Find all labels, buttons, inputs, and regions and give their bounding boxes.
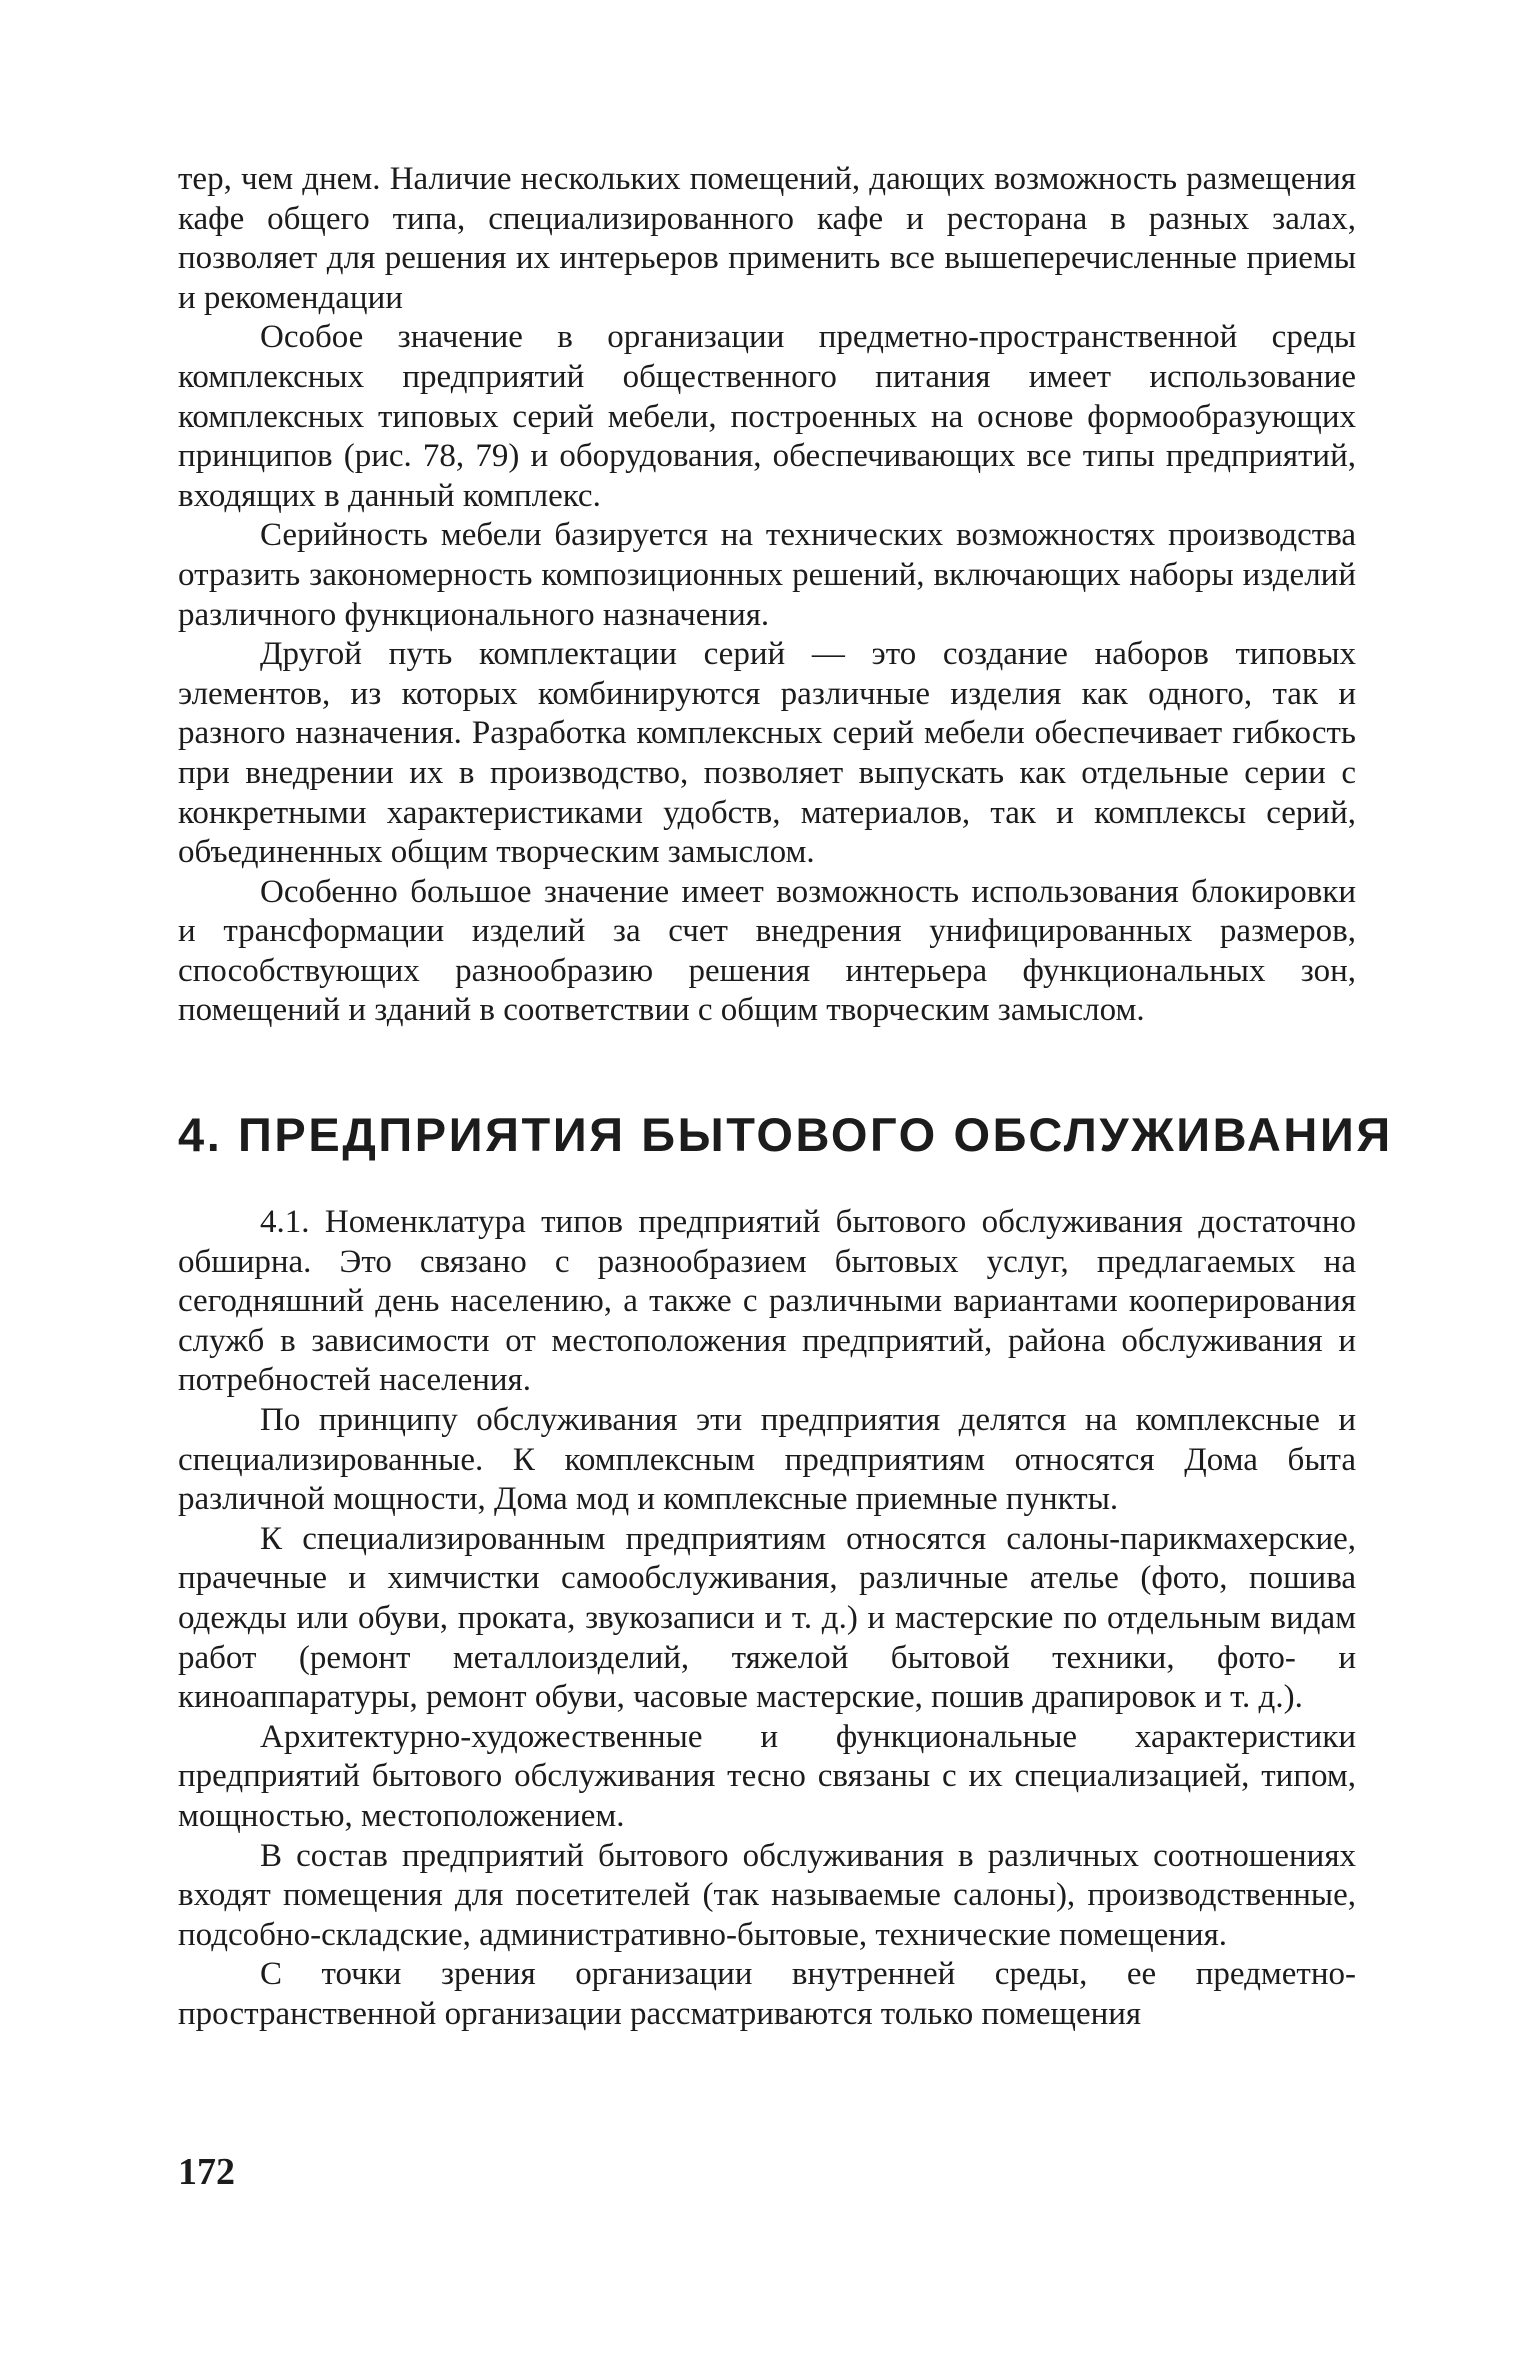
section-heading: 4. ПРЕДПРИЯТИЯ БЫТОВОГО ОБСЛУЖИВАНИЯ [178, 1108, 1393, 1162]
text-block-after-heading [178, 1203, 1356, 2034]
page-body [178, 160, 1393, 2035]
paragraph: Другой путь комплектации серий — это создание наборов типовых элементов, из которых комбинируются различные изделия как одного, так и разного назначения. Разработка комплексных серий мебели обеспечивает гибкость при внедрении их в производство, позволяет выпускать как отдельные серии с конкретными характеристиками удобств, материалов, так и комплексы серий, объединенных общим творческим замыслом. [178, 636, 1356, 871]
paragraph: Серийность мебели базируется на технических возможностях производства отразить закономерность композиционных решений, включающих наборы изделий различного функционального назначения. [178, 517, 1356, 633]
paragraph: Особенно большое значение имеет возможность использования блокировки и трансформации изделий за счет внедрения унифицированных размеров, способствующих разнообразию решения интерьера функциональных зон, помещений и зданий в соответствии с общим творческим замыслом. [178, 873, 1356, 1029]
paragraph: Архитектурно-художественные и функциональные характеристики предприятий бытового обслуживания тесно связаны с их специализацией, типом, мощностью, местоположением. [178, 1718, 1356, 1834]
paragraph: К специализированным предприятиям относятся салоны-парикмахерские, прачечные и химчистки самообслуживания, различные ателье (фото, пошива одежды или обуви, проката, звукозаписи и т. д.) и мастерские по отдельным видам работ (ремонт металлоизделий, тяжелой бытовой техники, фото- и киноаппаратуры, ремонт обуви, часовые мастерские, пошив драпировок и т. д.). [178, 1520, 1356, 1716]
paragraph: В состав предприятий бытового обслуживания в различных соотношениях входят помещения для посетителей (так называемые салоны), производственные, подсобно-складские, административно-бытовые, технические помещения. [178, 1837, 1356, 1953]
paragraph: 4.1. Номенклатура типов предприятий бытового обслуживания достаточно обширна. Это связано с разнообразием бытовых услуг, предлагаемых на сегодняшний день населению, а также с различными вариантами кооперирования служб в зависимости от местоположения предприятий, района обслуживания и потребностей населения. [178, 1204, 1356, 1399]
paragraph: С точки зрения организации внутренней среды, ее предметно-пространственной организации рассматриваются только помещения [178, 1956, 1356, 2032]
text-block-before-heading [178, 160, 1356, 1031]
paragraph: Особое значение в организации предметно-пространственной среды комплексных предприятий общественного питания имеет использование комплексных типовых серий мебели, построенных на основе формообразующих принципов (рис. 78, 79) и оборудования, обеспечивающих все типы предприятий, входящих в данный комплекс. [178, 319, 1356, 514]
paragraph: По принципу обслуживания эти предприятия делятся на комплексные и специализированные. К комплексным предприятиям относятся Дома быта различной мощности, Дома мод и комплексные приемные пункты. [178, 1402, 1356, 1518]
page-number: 172 [178, 2151, 235, 2193]
paragraph: тер, чем днем. Наличие нескольких помещений, дающих возможность размещения кафе общего типа, специализированного кафе и ресторана в разных залах, позволяет для решения их интерьеров применить все вышеперечисленные приемы и рекомендации [178, 161, 1356, 316]
